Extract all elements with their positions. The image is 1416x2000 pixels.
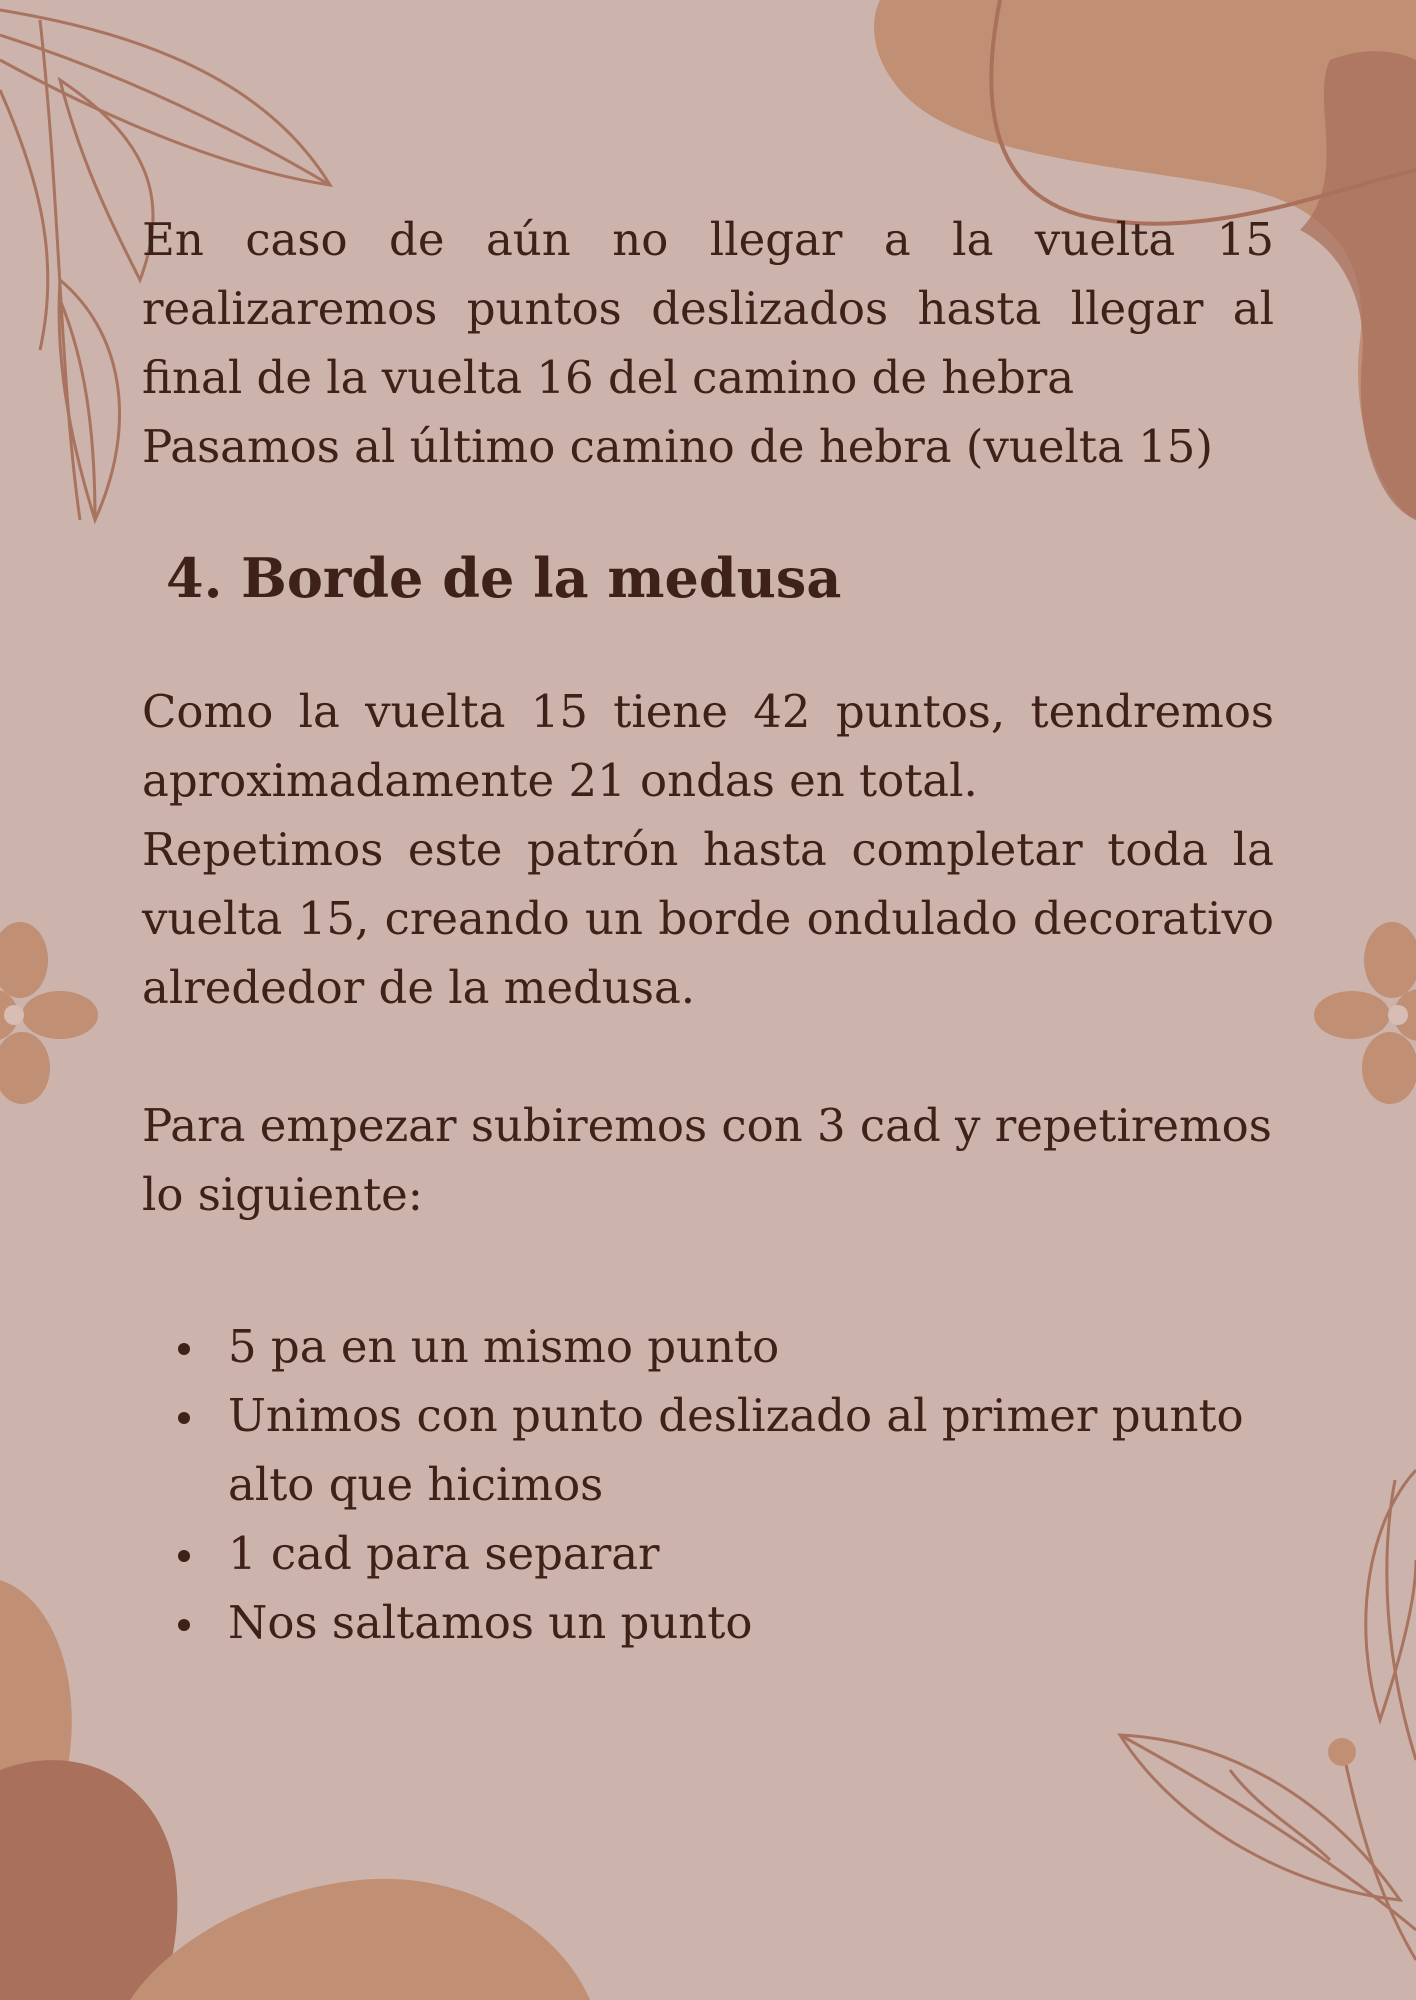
bottom-center-blob bbox=[130, 1879, 590, 2000]
section-heading: 4. Borde de la medusa bbox=[166, 546, 842, 610]
intro-line: En caso de aún no llegar a la vuelta 15 bbox=[142, 213, 1274, 266]
list-item-text: 1 cad para separar bbox=[228, 1527, 660, 1580]
bullet-icon bbox=[178, 1412, 190, 1424]
list-item-text: alto que hicimos bbox=[228, 1458, 604, 1511]
bottom-left-blob-dark bbox=[0, 1760, 177, 2000]
paragraph-line: Repetimos este patrón hasta completar toda la bbox=[142, 823, 1274, 876]
list-item-text: Nos saltamos un punto bbox=[228, 1596, 753, 1649]
intro-line: Pasamos al último camino de hebra (vuelta 15) bbox=[142, 420, 1213, 473]
list-item bbox=[142, 1312, 1274, 1381]
page-content bbox=[142, 205, 1274, 1657]
list-item-text: Unimos con punto deslizado al primer punto bbox=[228, 1389, 1244, 1442]
intro-line: final de la vuelta 16 del camino de hebra bbox=[142, 351, 1075, 404]
paragraph-line: alrededor de la medusa. bbox=[142, 961, 696, 1014]
list-item bbox=[142, 1588, 1274, 1657]
list-item bbox=[142, 1381, 1274, 1519]
section-paragraph-2 bbox=[142, 1091, 1274, 1229]
paragraph-line: lo siguiente: bbox=[142, 1168, 423, 1221]
paragraph-line: aproximadamente 21 ondas en total. bbox=[142, 754, 978, 807]
paragraph-line: vuelta 15, creando un borde ondulado decorativo bbox=[142, 892, 1274, 945]
left-flower bbox=[0, 922, 98, 1104]
list-item bbox=[142, 1519, 1274, 1588]
paragraph-line: Para empezar subiremos con 3 cad y repetiremos bbox=[142, 1099, 1272, 1152]
right-flower bbox=[1314, 922, 1416, 1104]
section-paragraph-1 bbox=[142, 677, 1274, 1022]
intro-line: realizaremos puntos deslizados hasta llegar al bbox=[142, 282, 1274, 335]
bullet-icon bbox=[178, 1550, 190, 1562]
intro-paragraph bbox=[142, 205, 1274, 481]
paragraph-line: Como la vuelta 15 tiene 42 puntos, tendremos bbox=[142, 685, 1274, 738]
list-item-text: 5 pa en un mismo punto bbox=[228, 1320, 780, 1373]
bullet-icon bbox=[178, 1619, 190, 1631]
bottom-right-berry bbox=[1328, 1738, 1356, 1766]
steps-list bbox=[142, 1312, 1274, 1657]
bullet-icon bbox=[178, 1343, 190, 1355]
